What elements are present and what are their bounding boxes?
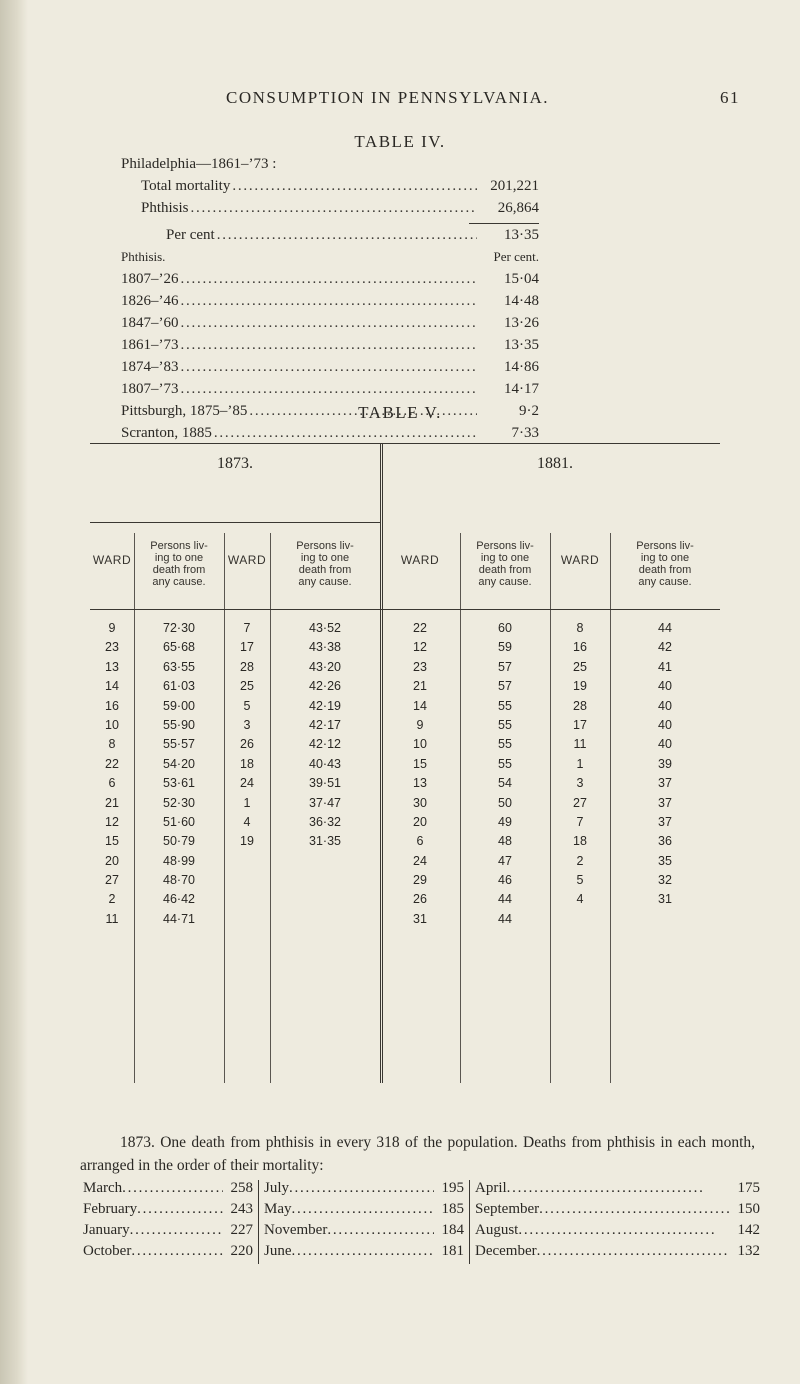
table-cell: 19 bbox=[240, 834, 254, 849]
table-cell: 40 bbox=[658, 717, 672, 732]
table-cell: 14 bbox=[413, 698, 427, 713]
table-cell: 2 bbox=[576, 853, 584, 868]
table-cell: 40·43 bbox=[309, 756, 341, 771]
table-cell: 4 bbox=[243, 814, 251, 829]
table-cell: 26 bbox=[413, 892, 427, 907]
col-header-persons: Persons liv- ing to one death from any cause. bbox=[296, 540, 354, 588]
table-cell: 31 bbox=[413, 911, 427, 926]
table-cell: 55·90 bbox=[163, 717, 195, 732]
table-cell: 55 bbox=[498, 756, 512, 771]
table-cell: 44 bbox=[658, 621, 672, 635]
table-row bbox=[90, 679, 720, 698]
table-row bbox=[90, 699, 720, 718]
table-cell: 30 bbox=[413, 795, 427, 810]
month-row: February . . . 243 bbox=[83, 1201, 258, 1222]
table-cell: 15 bbox=[413, 756, 427, 771]
table-cell: 25 bbox=[240, 679, 254, 694]
col-header-persons: Persons liv- ing to one death from any cause. bbox=[476, 540, 534, 588]
col-header-ward: WARD bbox=[560, 553, 600, 567]
table-cell: 22 bbox=[105, 756, 119, 771]
month-row: June . . . 181 bbox=[264, 1243, 469, 1264]
table-cell: 52·30 bbox=[163, 795, 195, 810]
table-iv-title: TABLE IV. bbox=[354, 132, 446, 151]
table-cell: 36 bbox=[658, 834, 672, 849]
running-title: CONSUMPTION IN PENNSYLVANIA. bbox=[226, 88, 550, 107]
table-cell: 72·30 bbox=[163, 621, 195, 635]
table-row bbox=[90, 796, 720, 815]
table-cell: 23 bbox=[413, 659, 427, 674]
table-cell: 48·70 bbox=[163, 873, 195, 888]
month-row: April . . . 175 bbox=[475, 1180, 765, 1201]
table-cell: 59 bbox=[498, 640, 512, 655]
table-cell: 65·68 bbox=[163, 640, 195, 655]
notes-paragraph: 1873. One death from phthisis in every 318 of the population. Deaths from phthisis in each month, arranged in the order of their mortality: bbox=[80, 1134, 755, 1174]
table-row bbox=[90, 834, 720, 853]
table-cell: 14 bbox=[105, 679, 119, 694]
table-cell: 54·20 bbox=[163, 756, 195, 771]
month-column bbox=[258, 1180, 469, 1264]
table-iv-row: 1807–’73 . . . 14·17 bbox=[121, 381, 539, 403]
table-cell: 61·03 bbox=[163, 679, 195, 694]
table-cell: 1 bbox=[576, 756, 584, 771]
table-cell: 55 bbox=[498, 698, 512, 713]
table-cell: 59·00 bbox=[163, 698, 195, 713]
monthly-deaths bbox=[83, 1180, 760, 1264]
table-cell: 27 bbox=[105, 873, 119, 888]
table-iv-row: Total mortality . . . 201,221 bbox=[121, 178, 539, 200]
month-row: January . . . 227 bbox=[83, 1222, 258, 1243]
table-cell: 63·55 bbox=[163, 659, 195, 674]
table-cell: 22 bbox=[413, 621, 427, 635]
table-row bbox=[90, 718, 720, 737]
table-cell: 47 bbox=[498, 853, 512, 868]
table-cell: 23 bbox=[105, 640, 119, 655]
table-cell: 2 bbox=[108, 892, 116, 907]
table-cell: 48 bbox=[498, 834, 512, 849]
table-cell: 46·42 bbox=[163, 892, 195, 907]
col-header-ward: WARD bbox=[227, 553, 267, 567]
col-header-ward: WARD bbox=[92, 553, 132, 567]
table-iv-row: Scranton, 1885 . . . 7·33 bbox=[121, 425, 539, 447]
table-cell: 40 bbox=[658, 698, 672, 713]
table-cell: 1 bbox=[243, 795, 251, 810]
table-cell: 20 bbox=[105, 853, 119, 868]
table-row bbox=[90, 776, 720, 795]
table-iv-row: 1874–’83 . . . 14·86 bbox=[121, 359, 539, 381]
table-cell: 6 bbox=[416, 834, 424, 849]
table-cell: 18 bbox=[240, 756, 254, 771]
table-cell: 9 bbox=[108, 621, 116, 635]
table-cell: 60 bbox=[498, 621, 512, 635]
table-iv-intro: Philadelphia—1861–’73 : bbox=[121, 156, 277, 172]
table-cell: 15 bbox=[105, 834, 119, 849]
table-cell: 51·60 bbox=[163, 814, 195, 829]
group-1881: 1881. bbox=[537, 455, 573, 472]
table-cell: 42·19 bbox=[309, 698, 341, 713]
month-row: October . . . 220 bbox=[83, 1243, 258, 1264]
table-iv-col-headers: Phthisis. Per cent. bbox=[121, 249, 539, 264]
table-cell: 42·12 bbox=[309, 737, 341, 752]
table-cell: 13 bbox=[105, 659, 119, 674]
table-cell: 18 bbox=[573, 834, 587, 849]
month-column bbox=[83, 1180, 258, 1264]
page-edge-shadow bbox=[0, 0, 28, 1384]
table-row bbox=[90, 873, 720, 892]
table-cell: 50·79 bbox=[163, 834, 195, 849]
table-cell: 6 bbox=[108, 776, 116, 791]
table-v-title: TABLE V. bbox=[358, 403, 442, 422]
table-iv-row: 1807–’26 . . . 15·04 bbox=[121, 271, 539, 293]
table-cell: 54 bbox=[498, 776, 512, 791]
table-cell: 3 bbox=[576, 776, 584, 791]
table-cell: 44·71 bbox=[163, 911, 195, 926]
table-cell: 40 bbox=[658, 737, 672, 752]
table-cell: 3 bbox=[243, 717, 251, 732]
table-cell: 7 bbox=[243, 621, 251, 635]
sum-rule bbox=[469, 223, 539, 224]
col-header-ward: WARD bbox=[400, 553, 440, 567]
table-cell: 5 bbox=[243, 698, 251, 713]
table-iv-row: 1847–’60 . . . 13·26 bbox=[121, 315, 539, 337]
table-cell: 28 bbox=[240, 659, 254, 674]
table-row bbox=[90, 757, 720, 776]
table-iv-row: 1861–’73 . . . 13·35 bbox=[121, 337, 539, 359]
table-cell: 4 bbox=[576, 892, 584, 907]
table-cell: 20 bbox=[413, 814, 427, 829]
table-row bbox=[90, 892, 720, 911]
page-number: 61 bbox=[720, 88, 740, 107]
table-cell: 53·61 bbox=[163, 776, 195, 791]
running-header bbox=[226, 88, 740, 108]
month-row: August . . . 142 bbox=[475, 1222, 765, 1243]
table-row bbox=[90, 912, 720, 931]
table-cell: 27 bbox=[573, 795, 587, 810]
table-cell: 11 bbox=[105, 911, 119, 926]
table-cell: 9 bbox=[416, 717, 424, 732]
table-cell: 44 bbox=[498, 911, 512, 926]
table-cell: 25 bbox=[573, 659, 587, 674]
table-cell: 44 bbox=[498, 892, 512, 907]
month-column bbox=[469, 1180, 765, 1264]
table-cell: 37 bbox=[658, 814, 672, 829]
table-cell: 31 bbox=[658, 892, 672, 907]
table-cell: 7 bbox=[576, 814, 584, 829]
table-iv-row: Pittsburgh, 1875–’85 . . . 9·2 bbox=[121, 403, 539, 425]
table-cell: 8 bbox=[108, 737, 116, 752]
table-cell: 49 bbox=[498, 814, 512, 829]
table-cell: 37 bbox=[658, 795, 672, 810]
table-cell: 11 bbox=[573, 737, 587, 752]
table-cell: 42 bbox=[658, 640, 672, 655]
table-cell: 39·51 bbox=[309, 776, 341, 791]
table-iv-row: Phthisis . . . 26,864 bbox=[121, 200, 539, 222]
col-header-persons: Persons liv- ing to one death from any cause. bbox=[150, 540, 208, 588]
table-cell: 41 bbox=[658, 659, 672, 674]
table-cell: 43·52 bbox=[309, 621, 341, 635]
table-cell: 24 bbox=[413, 853, 427, 868]
table-cell: 12 bbox=[105, 814, 119, 829]
month-row: July . . . 195 bbox=[264, 1180, 469, 1201]
table-cell: 42·26 bbox=[309, 679, 341, 694]
table-cell: 39 bbox=[658, 756, 672, 771]
table-cell: 32 bbox=[658, 873, 672, 888]
table-iv-row: 1826–’46 . . . 14·48 bbox=[121, 293, 539, 315]
table-cell: 43·38 bbox=[309, 640, 341, 655]
table-cell: 42·17 bbox=[309, 717, 341, 732]
table-cell: 55 bbox=[498, 737, 512, 752]
table-cell: 55·57 bbox=[163, 737, 195, 752]
table-cell: 26 bbox=[240, 737, 254, 752]
table-cell: 12 bbox=[413, 640, 427, 655]
table-row bbox=[90, 621, 720, 640]
table-iv-percent-row: Per cent . . . 13·35 bbox=[121, 227, 539, 249]
table-cell: 28 bbox=[573, 698, 587, 713]
table-row bbox=[90, 660, 720, 679]
month-row: May . . . 185 bbox=[264, 1201, 469, 1222]
table-cell: 13 bbox=[413, 776, 427, 791]
table-cell: 37·47 bbox=[309, 795, 341, 810]
table-cell: 50 bbox=[498, 795, 512, 810]
table-cell: 5 bbox=[576, 873, 584, 888]
table-row bbox=[90, 854, 720, 873]
table-cell: 10 bbox=[105, 717, 119, 732]
table-cell: 8 bbox=[576, 621, 584, 635]
month-row: September . . . 150 bbox=[475, 1201, 765, 1222]
table-row bbox=[90, 640, 720, 659]
table-cell: 29 bbox=[413, 873, 427, 888]
table-cell: 19 bbox=[573, 679, 587, 694]
table-cell: 55 bbox=[498, 717, 512, 732]
table-cell: 31·35 bbox=[309, 834, 341, 849]
table-cell: 37 bbox=[658, 776, 672, 791]
col-header-persons: Persons liv- ing to one death from any cause. bbox=[636, 540, 694, 588]
month-row: December . . . 132 bbox=[475, 1243, 765, 1264]
group-1873: 1873. bbox=[217, 455, 253, 472]
table-cell: 21 bbox=[413, 679, 427, 694]
table-row bbox=[90, 737, 720, 756]
table-cell: 35 bbox=[658, 853, 672, 868]
month-row: March . . . 258 bbox=[83, 1180, 258, 1201]
table-cell: 10 bbox=[413, 737, 427, 752]
table-cell: 48·99 bbox=[163, 853, 195, 868]
table-cell: 17 bbox=[573, 717, 587, 732]
table-cell: 40 bbox=[658, 679, 672, 694]
table-cell: 57 bbox=[498, 679, 512, 694]
table-cell: 43·20 bbox=[309, 659, 341, 674]
table-cell: 16 bbox=[105, 698, 119, 713]
table-cell: 57 bbox=[498, 659, 512, 674]
table-cell: 24 bbox=[240, 776, 254, 791]
table-cell: 46 bbox=[498, 873, 512, 888]
table-cell: 21 bbox=[105, 795, 119, 810]
table-row bbox=[90, 815, 720, 834]
month-row: November . . . 184 bbox=[264, 1222, 469, 1243]
notes bbox=[80, 1131, 755, 1177]
table-cell: 36·32 bbox=[309, 814, 341, 829]
table-cell: 17 bbox=[240, 640, 254, 655]
table-cell: 16 bbox=[573, 640, 587, 655]
